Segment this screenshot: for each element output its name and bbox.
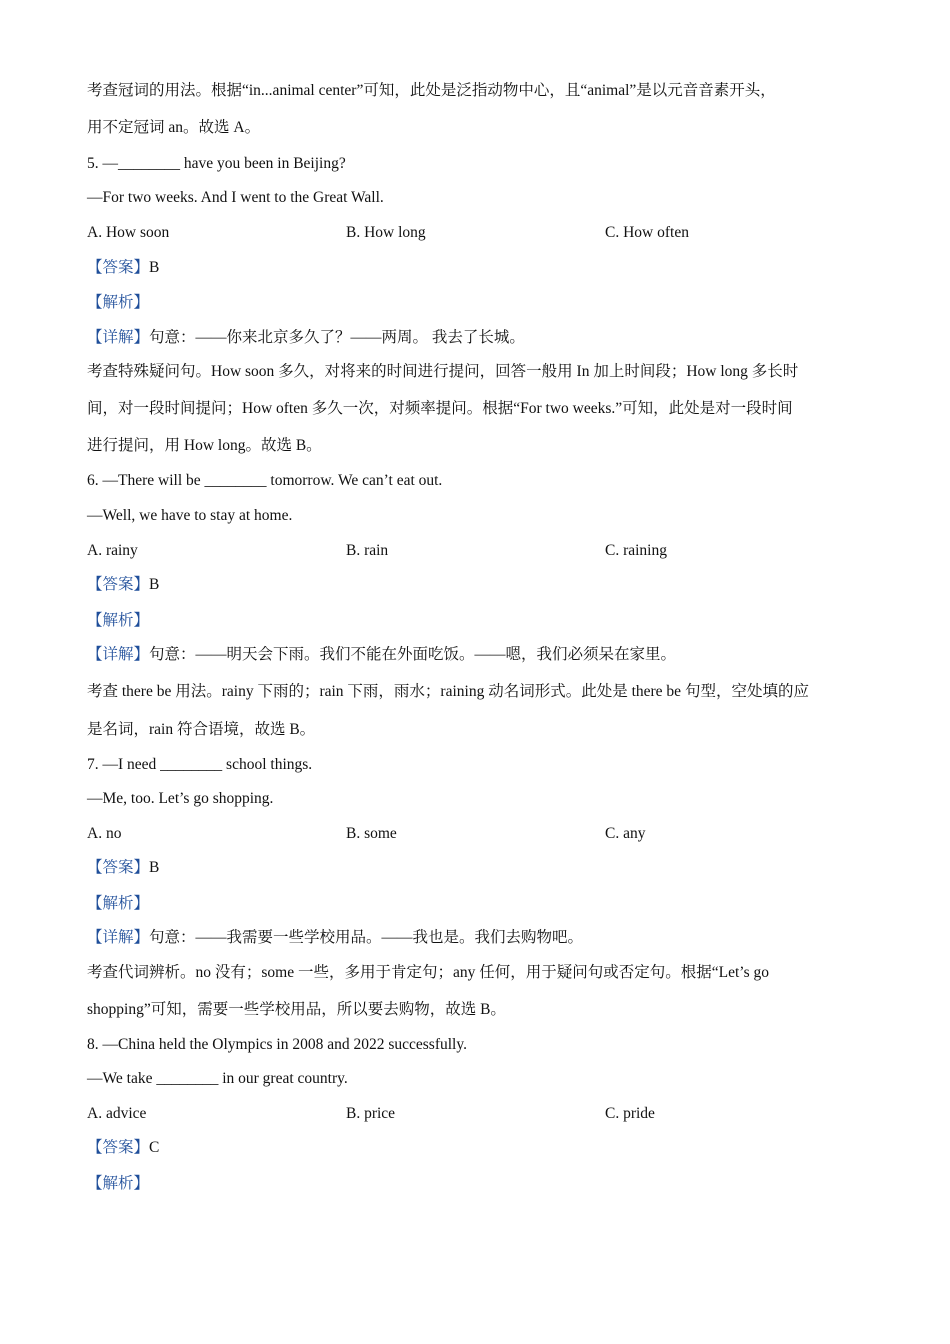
question-8-analysis-label xyxy=(87,1174,870,1194)
analysis-label: 【解析】 xyxy=(87,1175,150,1192)
question-8-answer xyxy=(87,1138,870,1158)
question-5-detail xyxy=(87,328,870,348)
question-5-expl-3: 进行提问，用 How long。故选 B。 xyxy=(87,437,322,454)
option-a: A. rainy xyxy=(87,542,138,559)
question-6-analysis-label xyxy=(87,611,870,631)
answer-label: 【答案】 xyxy=(87,259,150,276)
question-5-analysis-label xyxy=(87,293,870,313)
answer-value: C xyxy=(149,1139,160,1156)
detail-label: 【详解】 xyxy=(87,329,150,346)
option-a: A. How soon xyxy=(87,224,170,241)
option-b: B. rain xyxy=(346,542,389,559)
option-b: B. some xyxy=(346,825,397,842)
answer-value: B xyxy=(149,259,160,276)
detail-text: 句意：——明天会下雨。我们不能在外面吃饭。——嗯，我们必须呆在家里。 xyxy=(149,646,677,663)
question-5-reply: —For two weeks. And I went to the Great Wall. xyxy=(87,189,384,206)
question-7-prompt: 7. —I need ________ school things. xyxy=(87,756,313,773)
question-6-detail xyxy=(87,645,870,665)
question-5-expl-1: 考查特殊疑问句。How soon 多久，对将来的时间进行提问，回答一般用 In 加上时间段；How long 多长时 xyxy=(87,363,799,380)
detail-text: 句意：——我需要一些学校用品。——我也是。我们去购物吧。 xyxy=(149,929,584,946)
detail-text: 句意：——你来北京多久了？——两周。 我去了长城。 xyxy=(149,329,525,346)
question-6-prompt: 6. —There will be ________ tomorrow. We can’t eat out. xyxy=(87,472,443,489)
question-6-reply: —Well, we have to stay at home. xyxy=(87,507,293,524)
question-8-prompt: 8. —China held the Olympics in 2008 and 2022 successfully. xyxy=(87,1036,467,1053)
question-7-reply: —Me, too. Let’s go shopping. xyxy=(87,790,274,807)
answer-label: 【答案】 xyxy=(87,576,150,593)
question-5-expl-2: 间，对一段时间提问；How often 多久一次，对频率提问。根据“For two weeks.”可知，此处是对一段时间 xyxy=(87,400,793,417)
option-c: C. any xyxy=(605,825,646,842)
question-7-expl-2: shopping”可知，需要一些学校用品，所以要去购物，故选 B。 xyxy=(87,1001,506,1018)
question-6-answer xyxy=(87,575,870,595)
question-6-expl-2: 是名词，rain 符合语境，故选 B。 xyxy=(87,721,316,738)
analysis-label: 【解析】 xyxy=(87,612,150,629)
intro-line-1: 考查冠词的用法。根据“in...animal center”可知，此处是泛指动物中心，且“animal”是以元音音素开头， xyxy=(87,82,776,99)
intro-line-2: 用不定冠词 an。故选 A。 xyxy=(87,119,261,136)
question-6-expl-1: 考查 there be 用法。rainy 下雨的；rain 下雨，雨水；raining 动名词形式。此处是 there be 句型，空处填的应 xyxy=(87,683,809,700)
question-7-analysis-label xyxy=(87,894,870,914)
question-5-answer xyxy=(87,258,870,278)
answer-label: 【答案】 xyxy=(87,859,150,876)
answer-label: 【答案】 xyxy=(87,1139,150,1156)
analysis-label: 【解析】 xyxy=(87,294,150,311)
question-8-reply: —We take ________ in our great country. xyxy=(87,1070,348,1087)
analysis-label: 【解析】 xyxy=(87,895,150,912)
option-a: A. advice xyxy=(87,1105,147,1122)
option-a: A. no xyxy=(87,825,122,842)
question-7-expl-1: 考查代词辨析。no 没有；some 一些，多用于肯定句；any 任何，用于疑问句或否定句。根据“Let’s go xyxy=(87,964,769,981)
option-c: C. raining xyxy=(605,542,667,559)
detail-label: 【详解】 xyxy=(87,646,150,663)
question-7-detail xyxy=(87,928,870,948)
option-b: B. How long xyxy=(346,224,426,241)
detail-label: 【详解】 xyxy=(87,929,150,946)
answer-value: B xyxy=(149,576,160,593)
option-c: C. pride xyxy=(605,1105,655,1122)
answer-value: B xyxy=(149,859,160,876)
question-7-answer xyxy=(87,858,870,878)
option-c: C. How often xyxy=(605,224,689,241)
question-5-prompt: 5. —________ have you been in Beijing? xyxy=(87,155,346,172)
option-b: B. price xyxy=(346,1105,396,1122)
